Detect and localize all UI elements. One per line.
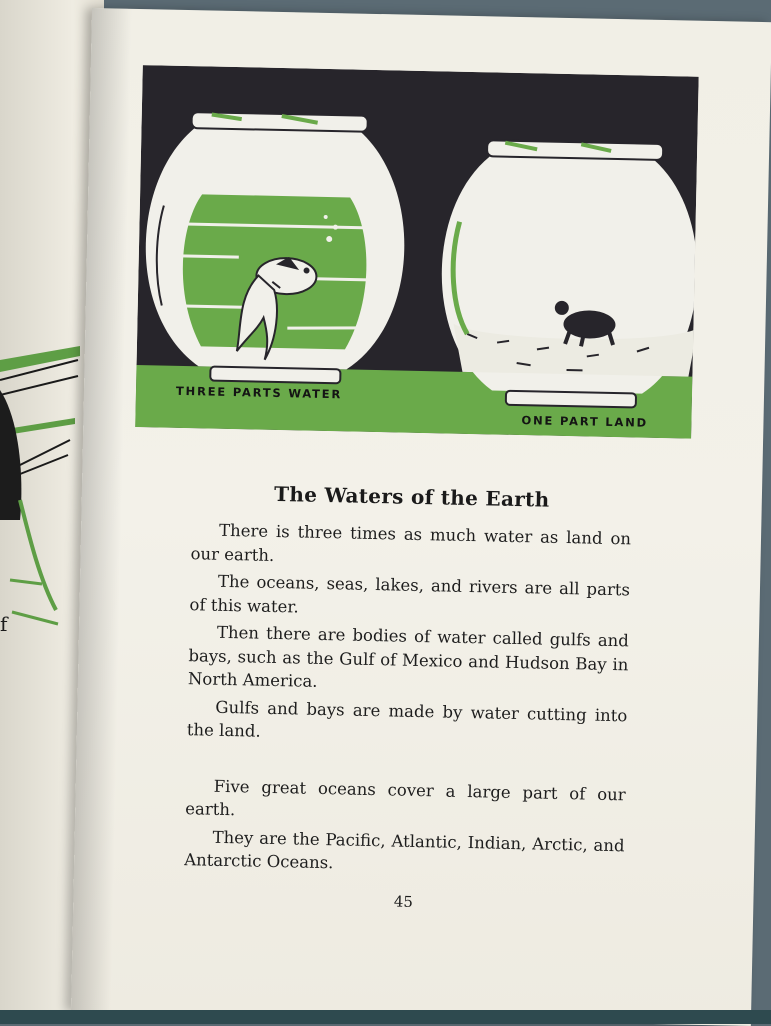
label-three-parts-water: THREE PARTS WATER [175,383,343,402]
label-one-part-land: ONE PART LAND [521,413,649,430]
fishbowl-illustration [135,65,698,439]
page-number: 45 [393,892,414,911]
paragraph: They are the Pacific, Atlantic, Indian, Arctic, and Antarctic Oceans. [183,827,625,873]
paragraph: Five great oceans cover a large part of our earth. [185,776,626,820]
book-page [71,8,771,1026]
article-title: The Waters of the Earth [273,481,550,512]
fishbowl-icon [143,111,407,384]
article-body [183,480,632,915]
paragraph: There is three times as much water as land on our earth. [190,520,632,565]
illustration-artwork [135,65,698,439]
left-page-text-fragment: f [0,612,8,636]
paragraph: The oceans, seas, lakes, and rivers are all parts of this water. [189,571,631,616]
paragraph: Then there are bodies of water called gulfs and bays, such as the Gulf of Mexico and Hudson Bay in North America. [187,622,630,691]
book-cover-edge [0,1010,771,1024]
paragraph: Gulfs and bays are made by water cutting into the land. [186,697,628,741]
fishbowl-icon [439,139,699,408]
